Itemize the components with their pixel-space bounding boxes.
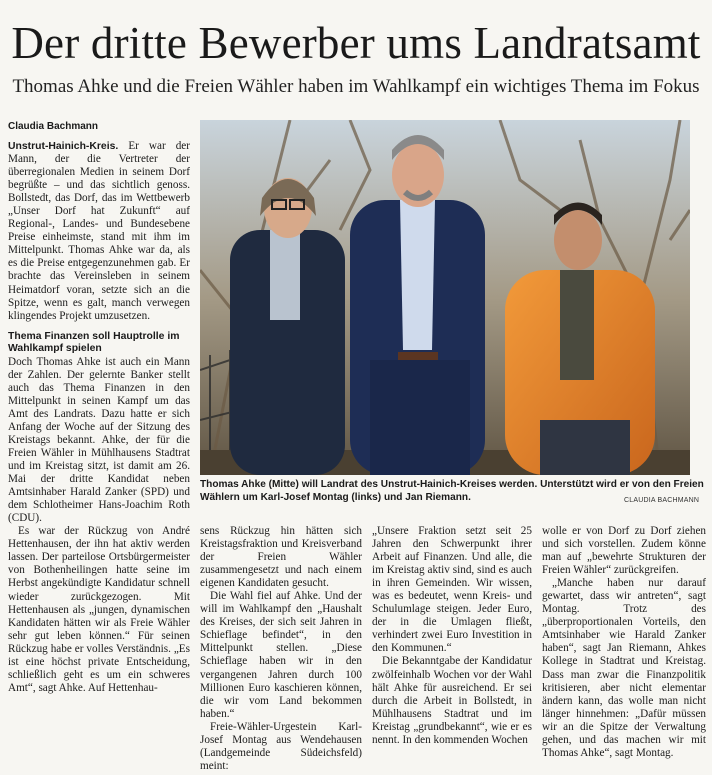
byline: Claudia Bachmann [8, 121, 99, 132]
article-paragraph: Es war der Rückzug von André Hettenhausen, der ihn hat aktiv werden lassen. Der parteilose Ortsbürgermeister von Bothenheilingen hatte seine im Herbst angekündigte Kandidatur schnell wieder zurückgezogen. Mit Hettenhausen als „jungen, dynamischen Kandidaten hätten wir als Freie Wähler sehr gut leben können.“ Für seinen Rückzug habe er volles Verständnis. „Es ist eine höchst private Entscheidung, schließlich geht es um ein schweres Amt“, sagt Ahke. Auf Hettenhau- [8, 525, 190, 694]
headline: Der dritte Bewerber ums Landratsamt [11, 18, 701, 68]
photo-caption: Thomas Ahke (Mitte) will Landrat des Unstrut-Hainich-Kreises werden. Unterstützt wird er von den Freien Wählern um Karl-Josef Montag (links) und Jan Riemann. [200, 479, 704, 503]
article-paragraph: Die Wahl fiel auf Ahke. Und der will im Wahlkampf den „Haushalt des Kreises, der sich seit Jahren in Schieflage befindet“, in den Mittelpunkt stellen. „Diese Schieflage haben wir in den vergangenen Jahren durch 100 Millionen Euro kaschieren können, die wir vom Land bekommen haben.“ [200, 590, 362, 720]
article-column-1 [8, 140, 190, 695]
photo-illustration [200, 120, 690, 475]
subheadline: Thomas Ahke und die Freien Wähler haben im Wahlkampf ein wichtiges Thema im Fokus [12, 76, 700, 97]
article-paragraph: „Unsere Fraktion setzt seit 25 Jahren den Schwerpunkt ihrer Arbeit auf Finanzen. Und alle, die im Kreistag aktiv sind, sind es auch in ihren Gemeinden. Wir wissen, was es bedeutet, wenn Kreis- und Schulumlage steigen. Jeder Euro, der in die Umlagen fließt, verhindert zwei Euro Investition in den Kommunen.“ [372, 525, 532, 655]
article-photo [200, 120, 690, 475]
article-paragraph: Die Bekanntgabe der Kandidatur zwölfeinhalb Wochen vor der Wahl hält Ahke für ausreichend. Er sei durch die Arbeit in Bollstedt, in Mühlhausens Stadtrat und im Kreistag „grundbekannt“, wie er es nennt. In den kommenden Wochen [372, 655, 532, 746]
article-column-4 [542, 525, 706, 760]
photo-credit: CLAUDIA BACHMANN [624, 497, 700, 504]
article-column-3 [372, 525, 532, 747]
article-subheading: Thema Finanzen soll Hauptrolle im Wahlkampf spielen [8, 330, 180, 355]
paragraph-text: Er war der Mann, der die Vertreter der überregionalen Medien in seinem Dorf begrüßte – und das sichtlich genoss. Bollstedt, das Dorf, das im Wettbewerb „Unser Dorf hat Zukunft“ auf Regional-, Landes- und Bundesebene Preise einheimste, stand mit ihm im Mittelpunkt. Thomas Ahke war da, als es die Preise entgegenzunehmen gab. Er brachte das Vereinsleben in seinem Heimatdorf voran, setzte sich an die Spitze, wenn es galt, manch verwegen klingendes Projekt umzusetzen. [8, 140, 190, 322]
article-paragraph: Doch Thomas Ahke ist auch ein Mann der Zahlen. Der gelernte Banker stellt auch das Thema Finanzen in den Mittelpunkt in seinen Kampf um das Amt des Landrats. Dazu hatte er sich Anfang der Woche auf der Sitzung des Kreistags bekannt. Ahke, der für die Freien Wähler in Mühlhausens Stadtrat und im Kreistag sitzt, ist damit am 26. Mai der dritte Kandidat neben Amtsinhaber Harald Zanker (SPD) und dem Schlotheimer Hans-Joachim Roth (CDU). [8, 355, 190, 525]
dateline: Unstrut-Hainich-Kreis. [8, 141, 119, 152]
article-paragraph: „Manche haben nur darauf gewartet, dass wir antreten“, sagt Montag. Trotz des „überproportionalen Vorteils, den Amtsinhaber wie Harald Zanker haben“, sagt Jan Riemann, Ahkes Kollege in Stadtrat und Kreistag. Dass man zwar die Finanzpolitik kritisieren, aber nicht elementar ändern kann, das wolle man nicht länger hinnehmen: „Dafür müssen wir an die Spitze der Verwaltung gehen, und das machen wir mit Thomas Ahke“, sagt Montag. [542, 577, 706, 759]
article-column-2 [200, 525, 362, 773]
article-paragraph: wolle er von Dorf zu Dorf ziehen und sich vorstellen. Zudem könne man auf „bewehrte Strukturen der Freien Wähler“ zurückgreifen. [542, 525, 706, 577]
article-paragraph [8, 140, 190, 323]
article-paragraph: Freie-Wähler-Urgestein Karl-Josef Montag aus Wendehausen (Landgemeinde Südeichsfeld) meint: [200, 720, 362, 772]
article-paragraph: sens Rückzug hin hätten sich Kreistagsfraktion und Kreisverband der Freien Wähler zusammengesetzt und nach einem eigenen Kandidaten gesucht. [200, 525, 362, 590]
